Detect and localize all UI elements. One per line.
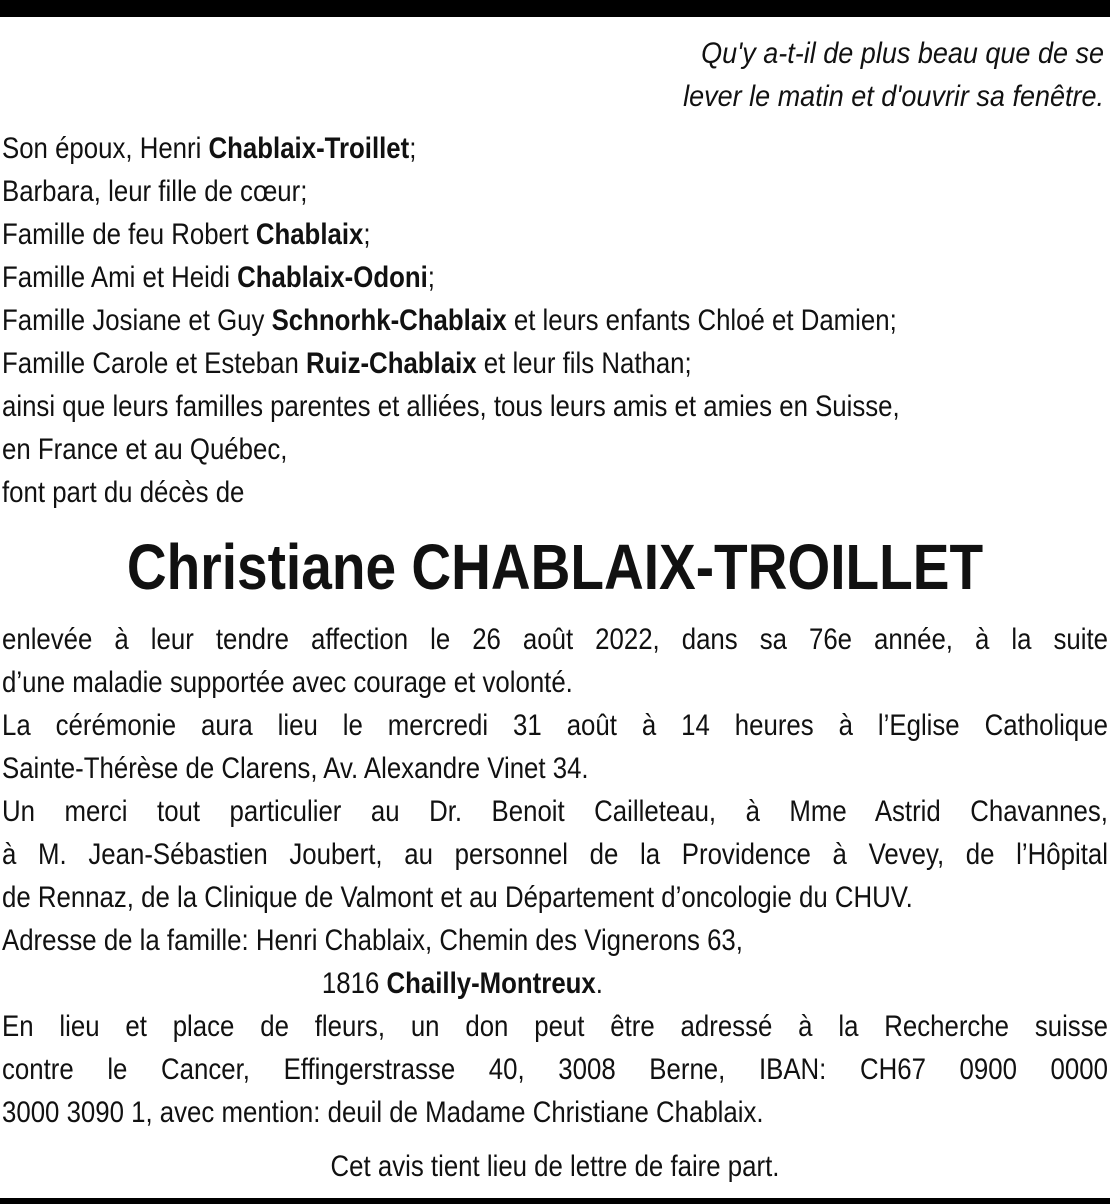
closing-note: Cet avis tient lieu de lettre de faire part. — [330, 1150, 780, 1183]
family-line: font part du décès de — [2, 476, 245, 509]
family-list — [2, 127, 1108, 514]
body-line: à M. Jean-Sébastien Joubert, au personnel de la Providence à Vevey, de l’Hôpital — [2, 838, 1108, 871]
family-address-city: 1816 Chailly-Montreux. — [321, 967, 603, 1000]
deceased-name: Christiane CHABLAIX-TROILLET — [126, 531, 984, 603]
family-line: Famille Carole et Esteban Ruiz-Chablaix et leur fils Nathan; — [2, 347, 692, 380]
body-line: 3000 3090 1, avec mention: deuil de Madame Christiane Chablaix. — [2, 1096, 764, 1129]
notice-body — [2, 618, 1108, 1134]
epigraph-line: lever le matin et d'ouvrir sa fenêtre. — [683, 80, 1104, 113]
body-line: En lieu et place de fleurs, un don peut être adressé à la Recherche suisse — [2, 1010, 1108, 1043]
family-address: Adresse de la famille: Henri Chablaix, Chemin des Vignerons 63, — [2, 924, 743, 957]
family-line: Famille Josiane et Guy Schnorhk-Chablaix et leurs enfants Chloé et Damien; — [2, 304, 897, 337]
family-line: ainsi que leurs familles parentes et alliées, tous leurs amis et amies en Suisse, — [2, 390, 900, 423]
top-rule — [0, 0, 1110, 17]
body-line: d’une maladie supportée avec courage et volonté. — [2, 666, 573, 699]
family-line: Famille de feu Robert Chablaix; — [2, 218, 371, 251]
body-line: contre le Cancer, Effingerstrasse 40, 3008 Berne, IBAN: CH67 0900 0000 — [2, 1053, 1108, 1086]
epigraph-line: Qu'y a-t-il de plus beau que de se — [701, 37, 1104, 70]
body-line: La cérémonie aura lieu le mercredi 31 août à 14 heures à l’Eglise Catholique — [2, 709, 1108, 742]
epigraph-quote — [600, 32, 1104, 118]
family-line: Famille Ami et Heidi Chablaix-Odoni; — [2, 261, 435, 294]
body-line: de Rennaz, de la Clinique de Valmont et au Département d’oncologie du CHUV. — [2, 881, 913, 914]
bottom-rule — [0, 1198, 1110, 1204]
body-line: Un merci tout particulier au Dr. Benoit Cailleteau, à Mme Astrid Chavannes, — [2, 795, 1108, 828]
body-line: Sainte-Thérèse de Clarens, Av. Alexandre Vinet 34. — [2, 752, 589, 785]
family-line: en France et au Québec, — [2, 433, 288, 466]
family-line: Barbara, leur fille de cœur; — [2, 175, 308, 208]
body-line: enlevée à leur tendre affection le 26 août 2022, dans sa 76e année, à la suite — [2, 623, 1108, 656]
family-line: Son époux, Henri Chablaix-Troillet; — [2, 132, 417, 165]
